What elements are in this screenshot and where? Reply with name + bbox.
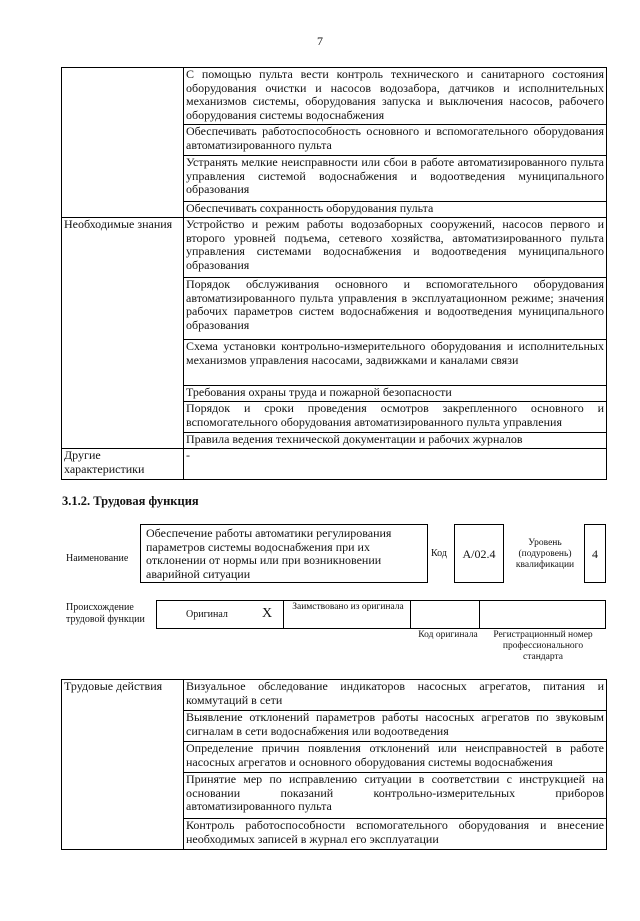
action-item: Визуальное обследование индикаторов насосных агрегатов, питания и коммутаций в сети — [184, 680, 607, 711]
actions-table — [61, 679, 607, 850]
origin-label: Происхождение трудовой функции — [66, 602, 145, 625]
name-label: Наименование — [66, 553, 129, 564]
knowledge-item: Схема установки контрольно-измерительного оборудования и исполнительных механизмов управления насосами, задвижками и каналами связи — [184, 340, 607, 386]
requirements-table — [61, 67, 607, 480]
row-label-empty — [62, 68, 184, 218]
knowledge-label: Необходимые знания — [62, 218, 184, 449]
action-item: Принятие мер по исправлению ситуации в соответствии с инструкцией на основании показаний контрольно-измерительных приборов автоматизированного пульта — [184, 773, 607, 819]
action-item: Определение причин появления отклонений или неисправностей в работе насосных агрегатов и основного оборудования системы водоснабжения — [184, 742, 607, 773]
knowledge-item: Порядок и сроки проведения осмотров закрепленного основного и вспомогательного оборудования автоматизированного пульта управления — [184, 402, 607, 433]
other-label: Другие характеристики — [62, 449, 184, 480]
level-value: 4 — [584, 524, 606, 583]
borrowed-label: Заимствовано из оригинала — [292, 602, 404, 612]
knowledge-item: Порядок обслуживания основного и вспомогательного оборудования автоматизированного пульта управления в эксплуатационном режиме; значения рабочих параметров систем водоснабжения и водоотведения муниципального образования — [184, 278, 607, 340]
code-label: Код — [431, 548, 447, 559]
knowledge-item: Требования охраны труда и пожарной безопасности — [184, 386, 607, 402]
action-item: Контроль работоспособности вспомогательного оборудования и внесение необходимых записей в журнал его эксплуатации — [184, 819, 607, 850]
other-value: - — [184, 449, 607, 480]
divider — [283, 600, 284, 629]
action-item: Выявление отклонений параметров работы насосных агрегатов по звуковым сигналам в сети водоснабжения или водоотведения — [184, 711, 607, 742]
actions-label: Трудовые действия — [62, 680, 184, 850]
divider — [410, 600, 411, 629]
knowledge-item: Правила ведения технической документации и рабочих журналов — [184, 433, 607, 449]
skill-item: С помощью пульта вести контроль технического и санитарного состояния оборудования очистки и насосов водозабора, датчиков и исполнительных механизмов системы, оборудования запуска и выключения насосов, рабочего оборудования системы водоснабжения — [184, 68, 607, 125]
skill-item: Обеспечивать работоспособность основного и вспомогательного оборудования автоматизированного пульта — [184, 125, 607, 156]
original-mark: X — [262, 606, 273, 621]
original-label: Оригинал — [186, 609, 228, 620]
section-title: 3.1.2. Трудовая функция — [62, 494, 199, 508]
skill-item: Обеспечивать сохранность оборудования пульта — [184, 202, 607, 218]
function-name: Обеспечение работы автоматики регулирования параметров системы водоснабжения при их отклонении от нормы или при возникновении аварийной ситуации — [140, 524, 428, 583]
page-number: 7 — [317, 34, 323, 48]
level-label: Уровень (подуровень) квалификации — [515, 538, 575, 570]
code-original-label: Код оригинала — [418, 630, 478, 640]
skill-item: Устранять мелкие неисправности или сбои в работе автоматизированного пульта управления системой водоснабжения и водоотведения муниципального образования — [184, 156, 607, 202]
knowledge-item: Устройство и режим работы водозаборных сооружений, насосов первого и второго уровней подъема, сетевого хозяйства, автоматизированного пульта управления системами водоснабжения и водоотведения муниципального образования — [184, 218, 607, 278]
divider — [479, 600, 480, 629]
reg-number-label: Регистрационный номер профессионального стандарта — [493, 630, 593, 662]
code-value: А/02.4 — [454, 524, 504, 583]
